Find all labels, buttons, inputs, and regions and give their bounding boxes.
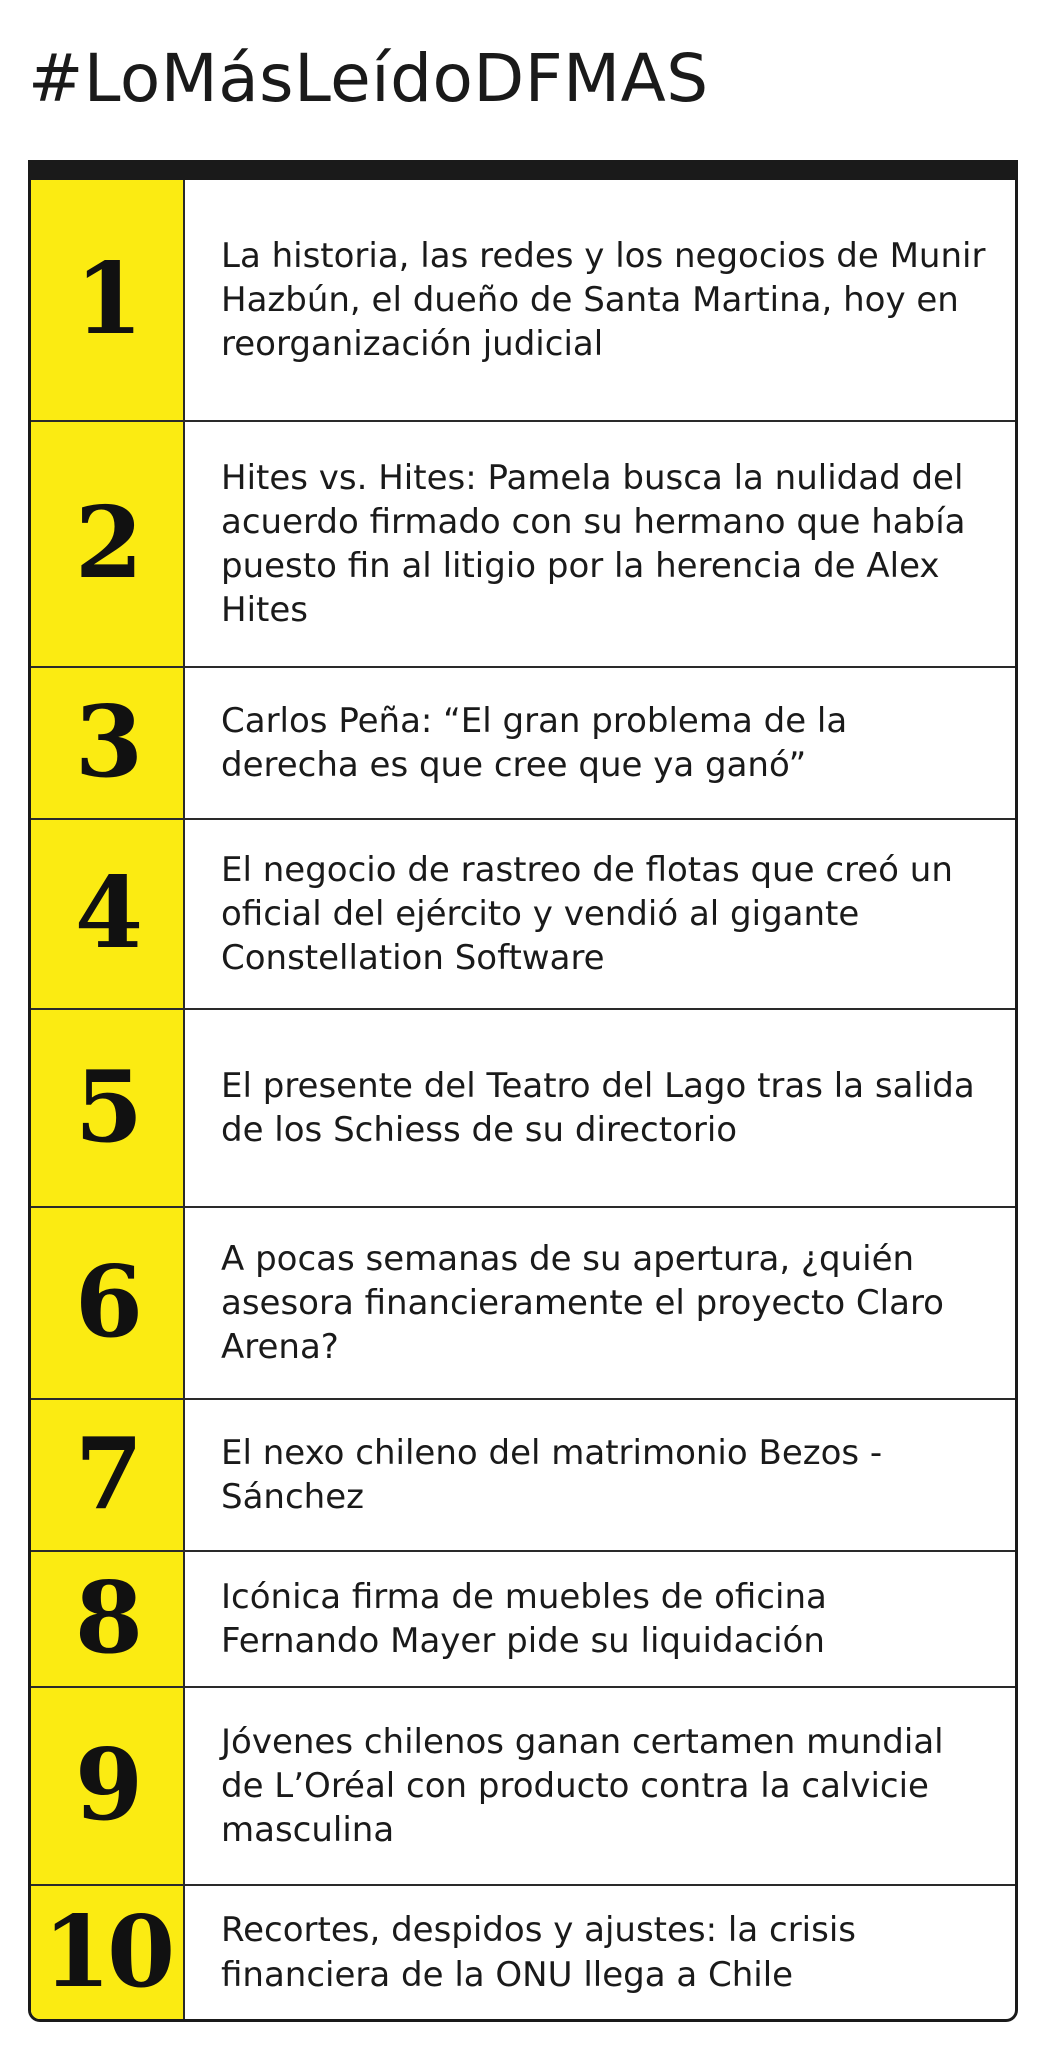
rank-number: 6 <box>74 1245 140 1360</box>
headline-cell <box>185 1688 1015 1884</box>
rank-number: 9 <box>74 1728 140 1843</box>
most-read-list <box>28 160 1018 2022</box>
headline-text: El negocio de rastreo de flotas que creó un oficial del ejército y vendió al gigante Constellation Software <box>221 849 953 979</box>
headline-cell <box>185 1208 1015 1398</box>
headline-text: El presente del Teatro del Lago tras la salida de los Schiess de su directorio <box>221 1065 975 1150</box>
rank-cell <box>31 422 185 666</box>
list-item-1[interactable] <box>31 180 1015 422</box>
list-item-6[interactable] <box>31 1208 1015 1400</box>
rank-number: 7 <box>74 1417 140 1532</box>
headline-cell <box>185 1552 1015 1686</box>
rank-number: 5 <box>74 1050 140 1165</box>
rank-cell <box>31 1886 185 2019</box>
headline-text: Icónica firma de muebles de oficina Fernando Mayer pide su liquidación <box>221 1576 827 1661</box>
headline-text: Hites vs. Hites: Pamela busca la nulidad del acuerdo firmado con su hermano que había puesto fin al litigio por la herencia de Alex Hites <box>221 457 966 631</box>
rank-number: 1 <box>74 242 140 357</box>
rank-cell <box>31 820 185 1008</box>
list-item-3[interactable] <box>31 668 1015 820</box>
rank-number: 10 <box>42 1894 172 2010</box>
rank-number: 2 <box>74 486 140 601</box>
rank-cell <box>31 180 185 420</box>
list-item-4[interactable] <box>31 820 1015 1010</box>
headline-cell <box>185 180 1015 420</box>
headline-cell <box>185 820 1015 1008</box>
headline-cell <box>185 422 1015 666</box>
list-item-2[interactable] <box>31 422 1015 668</box>
rank-number: 3 <box>74 685 140 800</box>
rank-number: 4 <box>74 856 140 971</box>
list-item-10[interactable] <box>31 1886 1015 2019</box>
list-item-8[interactable] <box>31 1552 1015 1688</box>
headline-cell <box>185 668 1015 818</box>
headline-text: La historia, las redes y los negocios de Munir Hazbún, el dueño de Santa Martina, hoy en reorganización judicial <box>221 235 986 365</box>
headline-text: Carlos Peña: “El gran problema de la derecha es que cree que ya ganó” <box>221 700 848 785</box>
headline-cell <box>185 1010 1015 1206</box>
list-item-9[interactable] <box>31 1688 1015 1886</box>
list-item-5[interactable] <box>31 1010 1015 1208</box>
page-title: #LoMásLeídoDFMAS <box>28 40 709 117</box>
headline-cell <box>185 1886 1015 2019</box>
rank-cell <box>31 1400 185 1550</box>
rank-cell <box>31 1208 185 1398</box>
list-item-7[interactable] <box>31 1400 1015 1552</box>
headline-text: Recortes, despidos y ajustes: la crisis financiera de la ONU llega a Chile <box>221 1910 856 1995</box>
rank-number: 8 <box>74 1561 140 1676</box>
rank-cell <box>31 1552 185 1686</box>
headline-text: El nexo chileno del matrimonio Bezos - Sánchez <box>221 1432 883 1517</box>
rank-cell <box>31 1688 185 1884</box>
headline-text: Jóvenes chilenos ganan certamen mundial de L’Oréal con producto contra la calvicie masculina <box>221 1721 944 1851</box>
rank-cell <box>31 668 185 818</box>
headline-cell <box>185 1400 1015 1550</box>
headline-text: A pocas semanas de su apertura, ¿quién asesora financieramente el proyecto Claro Arena? <box>221 1238 944 1368</box>
rank-cell <box>31 1010 185 1206</box>
